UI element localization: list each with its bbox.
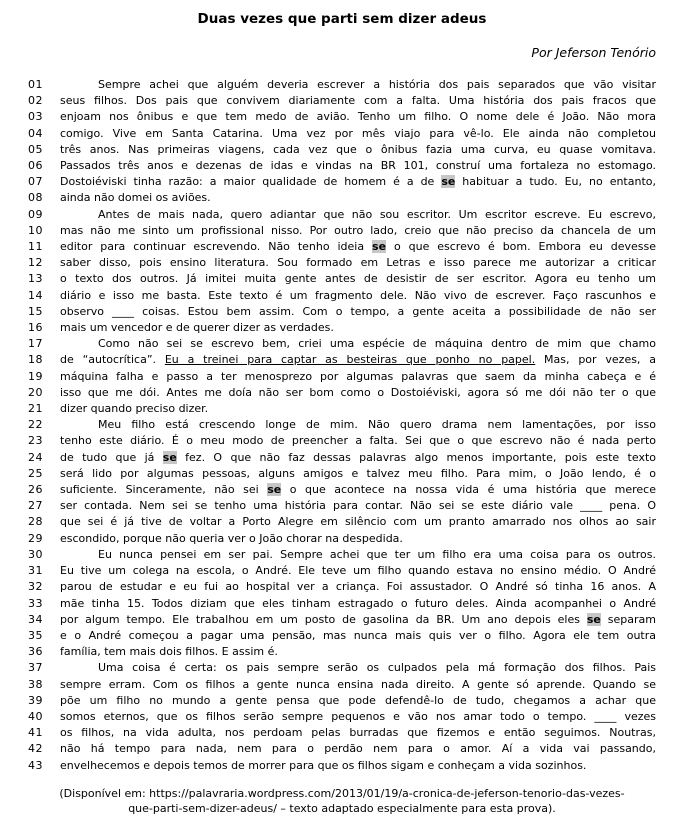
text-segment: o texto dos outros. Já imitei muita gente antes de desistir de ser escritor. Agora eu tenho um bbox=[60, 272, 656, 286]
source-citation-line1: (Disponível em: https://palavraria.wordpress.com/2013/01/19/a-cronica-de-jeferson-tenorio-das-vezes- bbox=[59, 786, 625, 800]
text-line bbox=[28, 563, 656, 579]
text-segment: não há tempo para nada, nem para o perdão nem para o amor. Aí a vida vai passando, bbox=[60, 742, 656, 756]
text-line bbox=[28, 385, 656, 401]
line-text bbox=[60, 385, 656, 401]
text-segment: de “autocrítica”. bbox=[60, 353, 165, 367]
line-text bbox=[60, 563, 656, 579]
line-text bbox=[60, 255, 656, 271]
text-line bbox=[28, 628, 656, 644]
text-segment: família, tem mais dois filhos. E assim é. bbox=[60, 645, 278, 659]
line-number: 32 bbox=[28, 580, 43, 594]
text-segment: Uma coisa é certa: os pais sempre serão os culpados pela má formação dos filhos. Pais bbox=[98, 661, 656, 675]
line-text bbox=[60, 336, 656, 352]
text-line bbox=[28, 158, 656, 174]
text-segment: será lido por algumas pessoas, alguns amigos e talvez meu filho. Para mim, o João lendo, é o bbox=[60, 466, 656, 480]
text-segment: envelhecemos e depois temos de morrer para que os filhos sigam e conheçam a vida sozinhos. bbox=[60, 758, 587, 772]
line-number: 41 bbox=[28, 726, 43, 740]
text-line bbox=[28, 466, 656, 482]
text-segment: parou de estudar e eu fui ao hospital ver a criança. Foi assustador. O André só tinha 16 anos. A bbox=[60, 580, 656, 594]
line-text bbox=[60, 77, 656, 93]
text-segment: separam bbox=[600, 612, 656, 626]
line-text bbox=[60, 433, 656, 449]
line-text bbox=[60, 109, 656, 125]
line-text bbox=[60, 304, 656, 320]
line-number: 14 bbox=[28, 288, 43, 302]
text-line bbox=[28, 320, 656, 336]
text-segment: de tudo que já bbox=[60, 450, 163, 464]
document-title: Duas vezes que parti sem dizer adeus bbox=[197, 11, 487, 27]
source-citation bbox=[28, 786, 656, 816]
text-segment: o que escrevo é bom. Embora eu devesse bbox=[386, 240, 657, 254]
line-number: 05 bbox=[28, 142, 43, 156]
line-text bbox=[60, 709, 656, 725]
text-lines bbox=[28, 77, 656, 774]
text-line bbox=[28, 223, 656, 239]
line-number: 09 bbox=[28, 207, 43, 221]
text-segment: Sempre achei que alguém deveria escrever a história dos pais separados que vão visitar bbox=[98, 78, 656, 91]
text-segment: seus filhos. Dos pais que convivem diariamente com a falta. Uma história dos pais fracos que bbox=[60, 94, 656, 108]
text-line bbox=[28, 482, 656, 498]
line-number: 12 bbox=[28, 256, 43, 270]
line-text bbox=[60, 725, 656, 741]
text-line bbox=[28, 369, 656, 385]
line-text bbox=[60, 239, 656, 255]
line-number: 42 bbox=[28, 742, 43, 756]
line-number: 13 bbox=[28, 272, 43, 286]
line-text bbox=[60, 482, 656, 498]
line-text bbox=[60, 174, 656, 190]
line-number: 22 bbox=[28, 418, 43, 432]
text-line bbox=[28, 644, 656, 660]
text-line bbox=[28, 741, 656, 757]
line-number: 20 bbox=[28, 385, 43, 399]
highlighted-word: se bbox=[162, 450, 177, 464]
text-segment: sempre erram. Com os filhos a gente nunca ensina nada direito. A gente só aprende. Quando se bbox=[60, 677, 656, 691]
text-line bbox=[28, 677, 656, 693]
text-line bbox=[28, 255, 656, 271]
line-text bbox=[60, 579, 656, 595]
source-citation-line2: que-parti-sem-dizer-adeus/ – texto adaptado especialmente para esta prova). bbox=[128, 801, 556, 815]
text-line bbox=[28, 109, 656, 125]
text-segment: editor para continuar escrevendo. Não tenho ideia bbox=[60, 240, 373, 254]
text-segment: saber disso, pois ensino literatura. Sou formado em Letras e isso parece me autorizar a criticar bbox=[60, 256, 656, 270]
line-number: 10 bbox=[28, 223, 43, 237]
text-segment: que sei é já tive de voltar a Porto Alegre em silêncio com um pranto amarrado nos olhos ao sair bbox=[60, 515, 656, 529]
line-text bbox=[60, 271, 656, 287]
line-number: 28 bbox=[28, 515, 43, 529]
line-number: 03 bbox=[28, 110, 43, 124]
line-number: 30 bbox=[28, 547, 43, 561]
text-segment: Como não sei se escrevo bem, criei uma espécie de máquina dentro de mim que chamo bbox=[98, 337, 656, 351]
line-text bbox=[60, 207, 656, 223]
line-number: 43 bbox=[28, 758, 43, 772]
line-text bbox=[60, 644, 656, 660]
line-text bbox=[60, 628, 656, 644]
text-line bbox=[28, 725, 656, 741]
line-text bbox=[60, 450, 656, 466]
text-segment: somos eternos, que os filhos serão sempre pequenos e vão nos amar todo o tempo. ____ vezes bbox=[60, 709, 656, 723]
line-text bbox=[60, 547, 656, 563]
text-line bbox=[28, 271, 656, 287]
text-line bbox=[28, 693, 656, 709]
text-line bbox=[28, 709, 656, 725]
line-number: 24 bbox=[28, 450, 43, 464]
author-byline: Por Jeferson Tenório bbox=[531, 45, 656, 60]
text-segment: Antes de mais nada, quero adiantar que não sou escritor. Um escritor escreve. Eu escrevo, bbox=[98, 207, 656, 221]
line-number: 34 bbox=[28, 612, 43, 626]
text-segment: suficiente. Sinceramente, não sei bbox=[60, 483, 268, 497]
text-segment: enjoam nos ônibus e que tem medo de avião. Tenho um filho. O nome dele é João. Não mora bbox=[60, 110, 656, 124]
text-line bbox=[28, 190, 656, 206]
line-number: 04 bbox=[28, 126, 43, 140]
text-segment: Dostoiéviski tinha razão: a maior qualidade de homem é a de bbox=[60, 175, 442, 189]
line-number: 31 bbox=[28, 564, 43, 578]
line-number: 38 bbox=[28, 677, 43, 691]
line-number: 11 bbox=[28, 240, 43, 254]
line-text bbox=[60, 498, 656, 514]
text-segment: três anos. Nas primeiras viagens, cada vez que o ônibus fazia uma curva, eu quase vomitava. bbox=[60, 142, 656, 156]
text-line bbox=[28, 660, 656, 676]
text-line bbox=[28, 758, 656, 774]
line-text bbox=[60, 677, 656, 693]
text-segment: o que acontece na nossa vida é uma história que merece bbox=[281, 483, 656, 497]
line-text bbox=[60, 223, 656, 239]
text-segment: dizer quando preciso dizer. bbox=[60, 402, 209, 416]
text-segment: Eu nunca pensei em ser pai. Sempre achei que ter um filho era uma coisa para os outros. bbox=[98, 547, 656, 561]
text-line bbox=[28, 612, 656, 628]
text-segment: máquina falha e passo a ter menosprezo por algumas palavras que saem da minha cabeça e é bbox=[60, 369, 656, 383]
text-line bbox=[28, 336, 656, 352]
line-text bbox=[60, 514, 656, 530]
line-number: 01 bbox=[28, 78, 43, 91]
line-text bbox=[60, 531, 656, 547]
line-text bbox=[60, 320, 656, 336]
text-line bbox=[28, 547, 656, 563]
line-text bbox=[60, 741, 656, 757]
line-text bbox=[60, 190, 656, 206]
text-line bbox=[28, 77, 656, 93]
text-segment: mais um vencedor e de querer dizer as verdades. bbox=[60, 321, 334, 335]
line-number: 19 bbox=[28, 369, 43, 383]
line-number: 02 bbox=[28, 94, 43, 108]
line-number: 17 bbox=[28, 337, 43, 351]
line-number: 06 bbox=[28, 159, 43, 173]
text-line bbox=[28, 174, 656, 190]
text-segment: e o André começou a pagar uma pensão, mas nunca mais quis ver o filho. Agora ele tem outra bbox=[60, 628, 656, 642]
underlined-phrase: Eu a treinei para captar as besteiras que ponho no papel. bbox=[164, 353, 536, 367]
line-number: 36 bbox=[28, 645, 43, 659]
line-number: 18 bbox=[28, 353, 43, 367]
line-number: 40 bbox=[28, 709, 43, 723]
line-text bbox=[60, 352, 656, 368]
line-text bbox=[60, 401, 656, 417]
highlighted-word: se bbox=[372, 240, 387, 254]
text-segment: os filhos, na vida adulta, nos perdoam pelas burradas que fizemos e então seguimos. Noutras, bbox=[60, 726, 656, 740]
text-segment: comigo. Vive em Santa Catarina. Uma vez por mês viajo para vê-lo. Ele ainda não completou bbox=[60, 126, 656, 140]
text-segment: Mas, por vezes, a bbox=[535, 353, 656, 367]
line-number: 35 bbox=[28, 628, 43, 642]
text-segment: observo ____ coisas. Estou bem assim. Com o tempo, a gente aceita a possibilidade de não ser bbox=[60, 304, 656, 318]
text-line bbox=[28, 417, 656, 433]
text-line bbox=[28, 450, 656, 466]
line-number: 39 bbox=[28, 693, 43, 707]
line-number: 33 bbox=[28, 596, 43, 610]
text-segment: ainda não domei os aviões. bbox=[60, 191, 211, 205]
text-line bbox=[28, 93, 656, 109]
highlighted-word: se bbox=[267, 483, 282, 497]
text-line bbox=[28, 352, 656, 368]
text-segment: tenho este diário. É o meu modo de preencher a falta. Sei que o que escrevo não é nada perto bbox=[60, 434, 656, 448]
text-line bbox=[28, 531, 656, 547]
text-line bbox=[28, 433, 656, 449]
line-text bbox=[60, 126, 656, 142]
line-number: 21 bbox=[28, 402, 43, 416]
line-number: 27 bbox=[28, 499, 43, 513]
text-segment: diário e isso me basta. Este texto é um fragmento dele. Não vivo de escrever. Faço rascunhos e bbox=[60, 288, 656, 302]
line-number: 37 bbox=[28, 661, 43, 675]
line-text bbox=[60, 93, 656, 109]
text-line bbox=[28, 239, 656, 255]
line-text bbox=[60, 596, 656, 612]
line-number: 16 bbox=[28, 321, 43, 335]
text-line bbox=[28, 579, 656, 595]
line-number: 08 bbox=[28, 191, 43, 205]
text-line bbox=[28, 304, 656, 320]
text-segment: Passados três anos e dezenas de idas e vindas na BR 101, construí uma fortaleza no estomago. bbox=[60, 159, 656, 173]
text-line bbox=[28, 514, 656, 530]
text-segment: põe um filho no mundo a gente pensa que pode defendê-lo de tudo, chegamos a achar que bbox=[60, 693, 656, 707]
line-text bbox=[60, 612, 656, 628]
line-text bbox=[60, 158, 656, 174]
text-line bbox=[28, 596, 656, 612]
text-segment: mãe tinha 15. Todos diziam que eles tinham estragado o futuro deles. Ainda acompanhei o André bbox=[60, 596, 656, 610]
text-line bbox=[28, 498, 656, 514]
highlighted-word: se bbox=[586, 612, 601, 626]
line-number: 07 bbox=[28, 175, 43, 189]
line-text bbox=[60, 758, 656, 774]
text-segment: ser contada. Nem sei se tenho uma história para contar. Não sei se este diário vale ____ pena. O bbox=[60, 499, 656, 513]
text-segment: Meu filho está crescendo longe de mim. Não quero drama nem lamentações, por isso bbox=[98, 418, 656, 432]
highlighted-word: se bbox=[441, 175, 456, 189]
text-line bbox=[28, 142, 656, 158]
text-segment: isso que me dói. Antes me doía não ser bom como o Dostoiéviski, agora só me dói não ter o que bbox=[60, 385, 656, 399]
text-segment: mas não me sinto um profissional nisso. Por outro lado, creio que não preciso da chancela de um bbox=[60, 223, 656, 237]
line-text bbox=[60, 369, 656, 385]
line-text bbox=[60, 693, 656, 709]
line-text bbox=[60, 142, 656, 158]
text-line bbox=[28, 288, 656, 304]
line-number: 26 bbox=[28, 483, 43, 497]
line-text bbox=[60, 466, 656, 482]
text-segment: por algum tempo. Ele trabalhou em um posto de gasolina da BR. Um ano depois eles bbox=[60, 612, 587, 626]
line-number: 15 bbox=[28, 304, 43, 318]
text-line bbox=[28, 401, 656, 417]
text-segment: Eu tive um colega na escola, o André. Ele teve um filho quando estava no ensino médio. O André bbox=[60, 564, 656, 578]
text-segment: fez. O que não faz dessas palavras algo menos importante, pois este texto bbox=[176, 450, 656, 464]
text-segment: habituar a tudo. Eu, no entanto, bbox=[455, 175, 656, 189]
line-text bbox=[60, 660, 656, 676]
text-segment: escondido, porque não queria ver o João chorar na despedida. bbox=[60, 531, 403, 545]
text-line bbox=[28, 126, 656, 142]
text-line bbox=[28, 207, 656, 223]
line-text bbox=[60, 288, 656, 304]
line-number: 23 bbox=[28, 434, 43, 448]
line-number: 25 bbox=[28, 466, 43, 480]
line-number: 29 bbox=[28, 531, 43, 545]
line-text bbox=[60, 417, 656, 433]
